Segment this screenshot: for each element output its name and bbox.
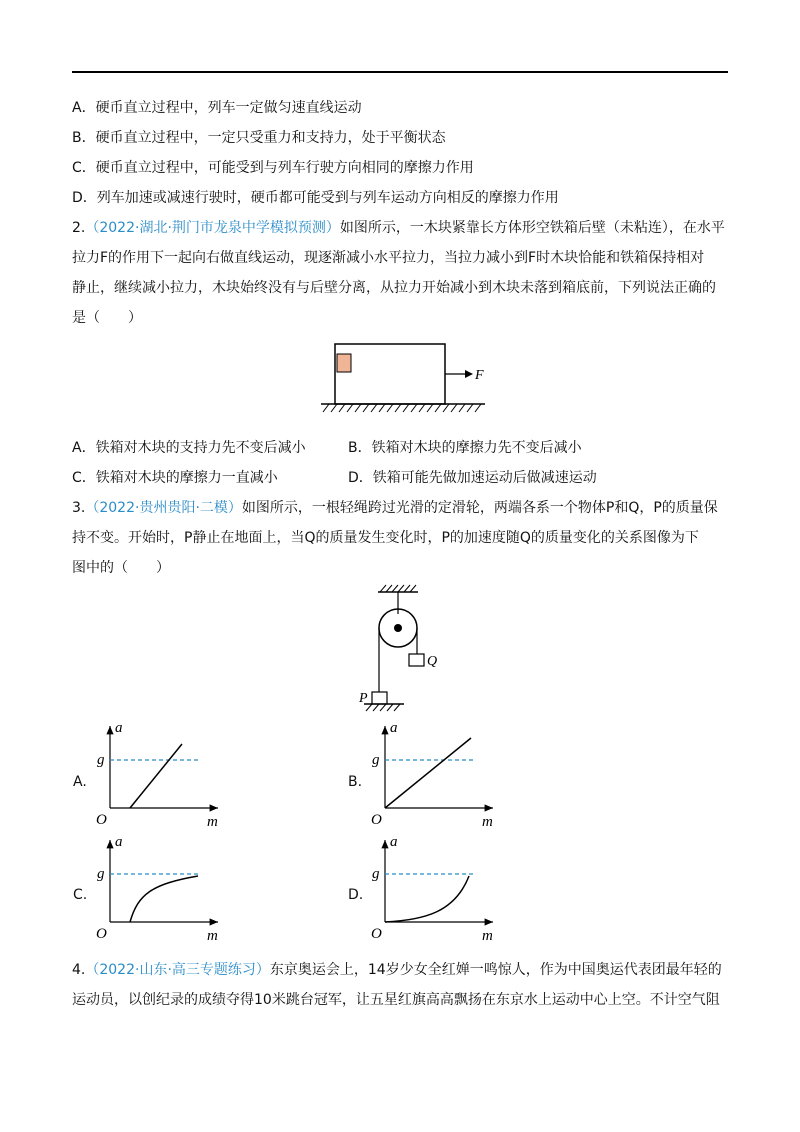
svg-text:m: m xyxy=(207,814,218,830)
svg-text:g: g xyxy=(97,866,105,882)
graph-b xyxy=(365,718,505,836)
svg-text:m: m xyxy=(482,814,493,830)
q2-stem-line2: 拉力F的作用下一起向右做直线运动，现逐渐减小水平拉力，当拉力减小到F时木块恰能和铁箱保持相对 xyxy=(72,250,705,266)
force-label: F xyxy=(475,368,484,383)
svg-text:O: O xyxy=(96,812,107,828)
graph-a xyxy=(90,718,230,836)
q2-option-d: D．铁箱可能先做加速运动后做减速运动 xyxy=(348,470,597,486)
mass-p xyxy=(372,692,387,704)
graph-b-curve xyxy=(385,738,471,808)
graph-d-curve xyxy=(385,876,469,922)
label-p: P xyxy=(359,691,368,706)
graph-a-curve xyxy=(130,744,182,808)
iron-box xyxy=(335,344,445,404)
q2-option-b: B．铁箱对木块的摩擦力先不变后减小 xyxy=(348,440,582,456)
svg-text:a: a xyxy=(115,834,123,850)
q2-stem-line4: 是（ ） xyxy=(72,310,142,326)
q2-option-a: A．铁箱对木块的支持力先不变后减小 xyxy=(72,440,306,456)
graph-d-label: D. xyxy=(348,887,364,903)
q1-option-d: D．列车加速或减速行驶时，硬币都可能受到与列车运动方向相反的摩擦力作用 xyxy=(72,190,559,206)
q2-text-1: 如图所示，一木块紧靠长方体形空铁箱后壁（未粘连），在水平 xyxy=(339,220,725,236)
q1-option-b: B．硬币直立过程中，一定只受重力和支持力，处于平衡状态 xyxy=(72,130,446,146)
q1-option-a: A．硬币直立过程中，列车一定做匀速直线运动 xyxy=(72,100,362,116)
q2-number: 2. xyxy=(72,220,86,236)
svg-text:O: O xyxy=(371,812,382,828)
ground-hatch xyxy=(323,404,481,412)
q3-source: （2022·贵州贵阳·二模） xyxy=(85,500,242,516)
graph-a-label: A. xyxy=(73,774,87,790)
q3-pulley-figure xyxy=(356,584,456,712)
q2-option-c: C．铁箱对木块的摩擦力一直减小 xyxy=(72,470,278,486)
header-rule xyxy=(72,71,728,73)
svg-text:g: g xyxy=(372,866,380,882)
svg-text:O: O xyxy=(96,926,107,942)
q2-figure xyxy=(315,338,495,414)
svg-text:a: a xyxy=(115,720,123,736)
q3-stem-line3: 图中的（ ） xyxy=(72,560,170,576)
q4-source: （2022·山东·高三专题练习） xyxy=(85,962,270,978)
q3-stem-line2: 持不变。开始时，P静止在地面上，当Q的质量发生变化时，P的加速度随Q的质量变化的关系图像为下 xyxy=(72,530,699,546)
svg-text:m: m xyxy=(482,928,493,944)
graph-d xyxy=(365,832,505,950)
q3-number: 3. xyxy=(72,500,86,516)
svg-text:a: a xyxy=(390,720,398,736)
graph-b-label: B. xyxy=(348,774,363,790)
graph-c-curve xyxy=(130,876,198,922)
svg-text:g: g xyxy=(372,752,380,768)
q3-stem-line1 xyxy=(72,498,718,518)
q4-stem-line2: 运动员，以创纪录的成绩夺得10米跳台冠军，让五星红旗高高飘扬在东京水上运动中心上空。不计空气阻 xyxy=(72,992,720,1008)
svg-text:g: g xyxy=(97,752,105,768)
svg-text:O: O xyxy=(371,926,382,942)
graph-c xyxy=(90,832,230,950)
q1-option-c: C．硬币直立过程中，可能受到与列车行驶方向相同的摩擦力作用 xyxy=(72,160,474,176)
label-q: Q xyxy=(427,654,438,669)
q4-text-1: 东京奥运会上，14岁少女全红婵一鸣惊人，作为中国奥运代表团最年轻的 xyxy=(269,962,722,978)
q2-stem-line3: 静止，继续减小拉力，木块始终没有与后壁分离，从拉力开始减小到木块未落到箱底前，下列说法正确的 xyxy=(72,280,716,296)
q4-number: 4. xyxy=(72,962,86,978)
q4-stem-line1 xyxy=(72,960,722,980)
svg-text:m: m xyxy=(207,928,218,944)
svg-text:a: a xyxy=(390,834,398,850)
mass-q xyxy=(409,654,424,666)
wooden-block xyxy=(337,354,351,372)
q2-source: （2022·湖北·荆门市龙泉中学模拟预测） xyxy=(85,220,340,236)
q2-stem-line1 xyxy=(72,218,725,238)
graph-c-label: C. xyxy=(73,887,88,903)
q3-text-1: 如图所示，一根轻绳跨过光滑的定滑轮，两端各系一个物体P和Q，P的质量保 xyxy=(241,500,718,516)
